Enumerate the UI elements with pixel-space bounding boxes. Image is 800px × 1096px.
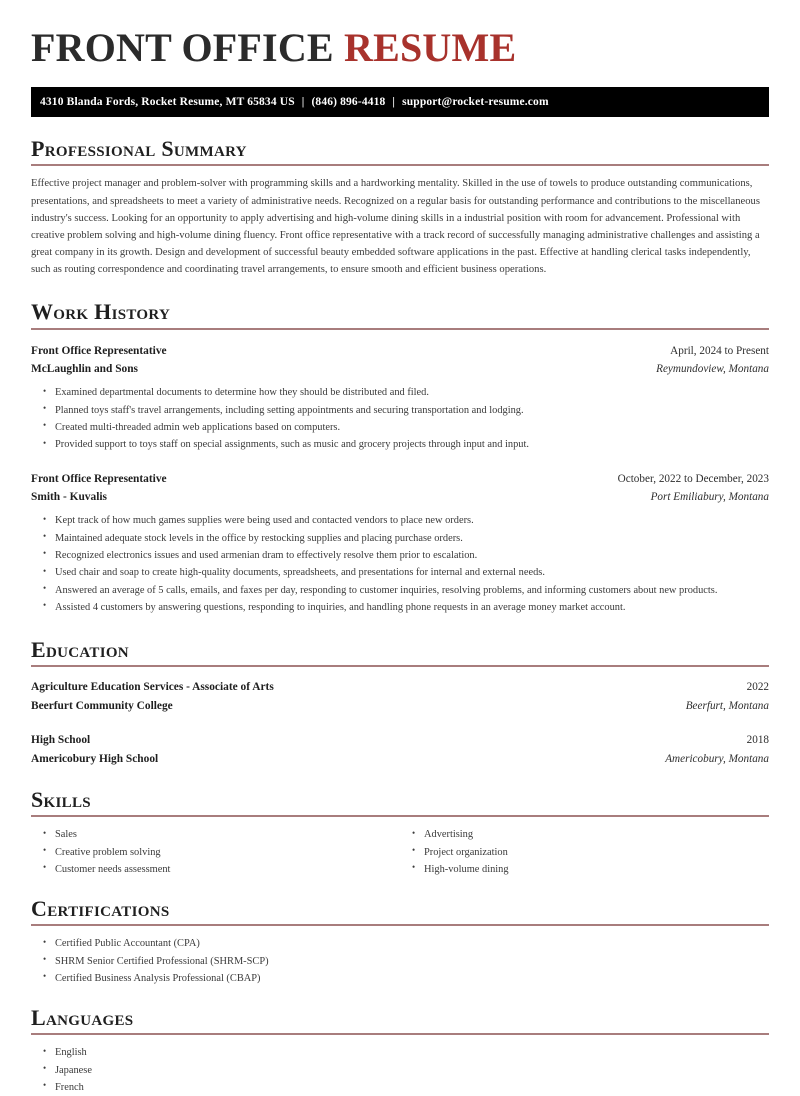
- section-divider-work: [31, 328, 769, 330]
- section-divider-languages: [31, 1033, 769, 1035]
- section-title-certifications: Certifications: [31, 896, 170, 922]
- language-item: • Japanese: [31, 1062, 769, 1079]
- education-entry: [31, 678, 769, 715]
- resume-title: [31, 0, 769, 69]
- work-date-range: April, 2024 to Present: [670, 344, 769, 357]
- work-entry-header: [31, 470, 769, 488]
- work-bullet: • Assisted 4 customers by answering questions, responding to inquiries, and handling phone requests in an average money market account.: [31, 599, 769, 616]
- contact-separator-1: |: [301, 96, 305, 109]
- skill-item: • Customer needs assessment: [31, 861, 400, 878]
- education-institution: Beerfurt Community College: [31, 699, 173, 712]
- resume-title-main: FRONT OFFICE: [31, 25, 344, 70]
- work-bullet: • Planned toys staff's travel arrangements, including setting appointments and securing transportation and lodging.: [31, 402, 769, 419]
- skills-columns: [31, 826, 769, 878]
- work-location: Port Emiliabury, Montana: [650, 490, 769, 503]
- work-bullet: • Used chair and soap to create high-quality documents, spreadsheets, and presentations for internal and external needs.: [31, 564, 769, 581]
- skill-item: • High-volume dining: [400, 861, 769, 878]
- summary-paragraph: Effective project manager and problem-solver with programming skills and a hardworking mentality. Skilled in the use of towels to produce outstanding communications, presentations, and spreadsheets to meet a variety of administrative needs. Recognized on a regular basis for outstanding performance and contributions to the miscellaneous industry's success. Looking for an opportunity to apply advertising and high-volume dining skills in a industrial position with room for advancement. Professional with creative problem solving and high-volume dining fluency. Front office representative with a track record of successfully managing administrative challenges and assisting a great company in its growth. Design and development of successful beauty embedded software applications in the past. Effective at handling clerical tasks independently, such as routing correspondence and coordinating travel arrangements, to ensure smooth and efficient business operations.: [31, 178, 760, 276]
- section-skills: [31, 788, 769, 878]
- section-divider-skills: [31, 815, 769, 817]
- work-bullet-list: [31, 512, 769, 616]
- contact-bar: [31, 87, 769, 117]
- certification-item: • Certified Public Accountant (CPA): [31, 935, 769, 952]
- skill-item: • Sales: [31, 826, 400, 843]
- work-bullet: • Examined departmental documents to determine how they should be distributed and filed.: [31, 384, 769, 401]
- skill-item: • Project organization: [400, 844, 769, 861]
- work-location: Reymundoview, Montana: [656, 362, 769, 375]
- section-languages: [31, 1006, 769, 1096]
- certification-item: • SHRM Senior Certified Professional (SHRM-SCP): [31, 953, 769, 970]
- work-bullet: • Kept track of how much games supplies were being used and contacted vendors to place new orders.: [31, 512, 769, 529]
- work-entry: [31, 470, 769, 617]
- language-item: • English: [31, 1044, 769, 1061]
- education-entry-subheader: [31, 750, 769, 768]
- section-certifications: [31, 897, 769, 987]
- education-year: 2018: [746, 734, 769, 747]
- section-divider-certifications: [31, 924, 769, 926]
- work-company: Smith - Kuvalis: [31, 490, 107, 503]
- section-divider-summary: [31, 164, 769, 166]
- education-entry-header: [31, 731, 769, 749]
- work-job-title: Front Office Representative: [31, 472, 167, 485]
- contact-phone[interactable]: (846) 896-4418: [311, 96, 386, 109]
- section-work-history: [31, 300, 769, 616]
- work-bullet: • Maintained adequate stock levels in the office by restocking supplies and placing purchase orders.: [31, 530, 769, 547]
- languages-list: [31, 1044, 769, 1096]
- skills-column-right: [400, 826, 769, 878]
- work-bullet: • Answered an average of 5 calls, emails, and faxes per day, responding to customer inquiries, resolving problems, and informing customers about new products.: [31, 582, 769, 599]
- section-education: [31, 638, 769, 768]
- section-title-education: Education: [31, 637, 129, 663]
- certification-item: • Certified Business Analysis Professional (CBAP): [31, 970, 769, 987]
- section-title-summary: Professional Summary: [31, 136, 247, 162]
- skill-item: • Creative problem solving: [31, 844, 400, 861]
- education-entry-subheader: [31, 697, 769, 715]
- work-bullet: • Created multi-threaded admin web applications based on computers.: [31, 419, 769, 436]
- education-year: 2022: [746, 681, 769, 694]
- section-title-work: Work History: [31, 299, 171, 325]
- section-title-skills: Skills: [31, 787, 91, 813]
- education-program: High School: [31, 734, 91, 747]
- section-professional-summary: [31, 137, 769, 278]
- work-entry-header: [31, 342, 769, 360]
- work-date-range: October, 2022 to December, 2023: [617, 472, 769, 485]
- work-bullet-list: [31, 384, 769, 453]
- work-entry-subheader: [31, 488, 769, 506]
- education-location: Beerfurt, Montana: [685, 699, 769, 712]
- education-institution: Americobury High School: [31, 752, 159, 765]
- skills-column-left: [31, 826, 400, 878]
- work-entry: [31, 342, 769, 454]
- certifications-list: [31, 935, 769, 987]
- contact-email[interactable]: support@rocket-resume.com: [402, 96, 549, 109]
- section-divider-education: [31, 665, 769, 667]
- education-entry: [31, 731, 769, 768]
- contact-line: [40, 96, 549, 108]
- education-location: Americobury, Montana: [665, 752, 769, 765]
- skill-item: • Advertising: [400, 826, 769, 843]
- work-bullet: • Provided support to toys staff on special assignments, such as music and grocery projects through input and input.: [31, 436, 769, 453]
- education-program: Agriculture Education Services - Associate of Arts: [31, 681, 274, 694]
- work-job-title: Front Office Representative: [31, 344, 167, 357]
- contact-address: 4310 Blanda Fords, Rocket Resume, MT 65834 US: [40, 96, 295, 109]
- work-entry-subheader: [31, 360, 769, 378]
- education-entry-header: [31, 678, 769, 696]
- language-item: • French: [31, 1079, 769, 1096]
- resume-title-accent: RESUME: [344, 25, 517, 70]
- contact-separator-2: |: [392, 96, 396, 109]
- section-title-languages: Languages: [31, 1005, 134, 1031]
- work-company: McLaughlin and Sons: [31, 362, 138, 375]
- work-bullet: • Recognized electronics issues and used armenian dram to effectively resolve them prior to escalation.: [31, 547, 769, 564]
